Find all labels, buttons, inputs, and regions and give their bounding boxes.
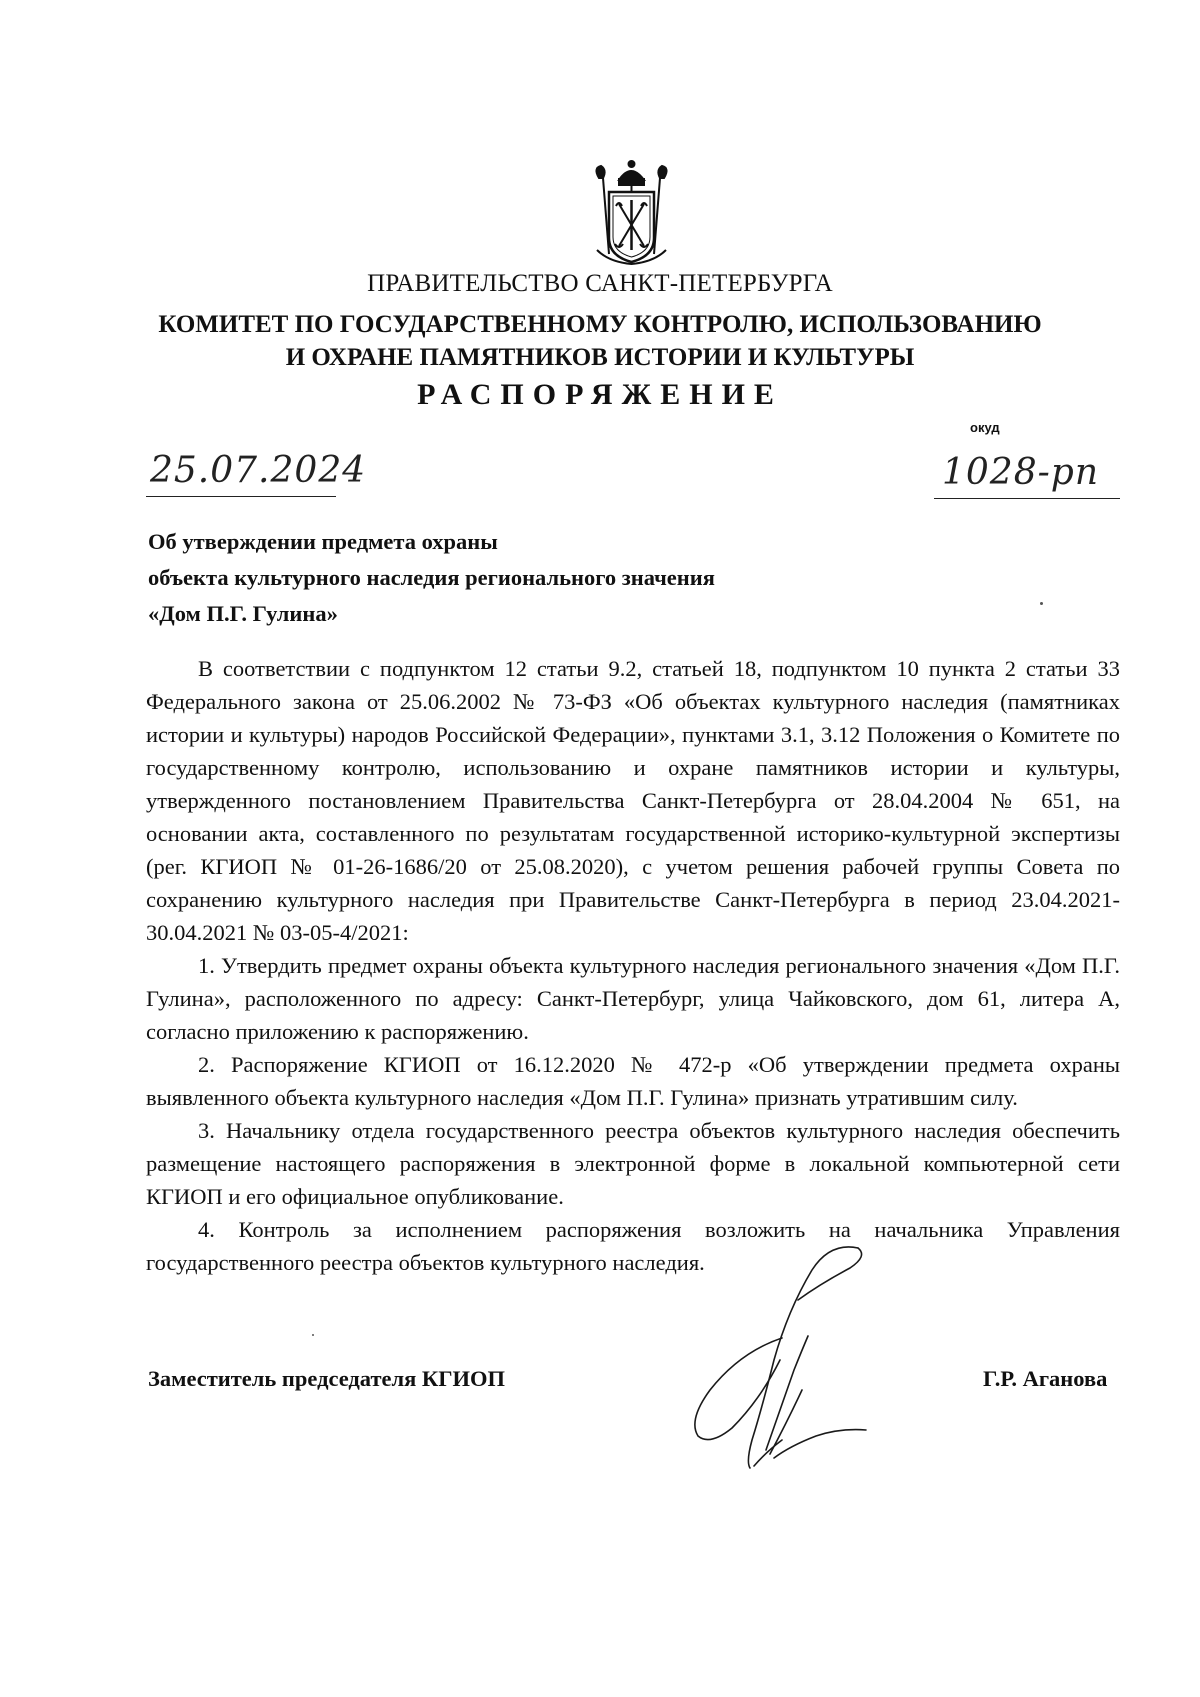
speck bbox=[1040, 602, 1043, 605]
speck bbox=[312, 1334, 314, 1336]
committee-name-line1: КОМИТЕТ ПО ГОСУДАРСТВЕННОМУ КОНТРОЛЮ, ИСПОЛЬЗОВАНИЮ bbox=[158, 311, 1042, 338]
committee-name-line2: И ОХРАНЕ ПАМЯТНИКОВ ИСТОРИИ И КУЛЬТУРЫ bbox=[285, 344, 915, 371]
subject-line1: Об утверждении предмета охраны bbox=[148, 529, 498, 554]
document-date: 25.07.2024 bbox=[150, 450, 367, 491]
committee-name bbox=[0, 308, 1200, 374]
handwritten-signature-icon bbox=[670, 1240, 910, 1475]
order-item-2: 2. Распоряжение КГИОП от 16.12.2020 № 472-р «Об утверждении предмета охраны выявленного объекта культурного наследия «Дом П.Г. Гулина» признать утратившим силу. bbox=[146, 1052, 1120, 1110]
document-subject bbox=[148, 524, 948, 632]
subject-line2: объекта культурного наследия регионального значения bbox=[148, 565, 715, 590]
signer-title: Заместитель председателя КГИОП bbox=[148, 1366, 506, 1391]
order-item-4: 4. Контроль за исполнением распоряжения возложить на начальника Управления государственного реестра объектов культурного наследия. bbox=[146, 1217, 1120, 1275]
preamble-paragraph: В соответствии с подпунктом 12 статьи 9.2, статьей 18, подпунктом 10 пункта 2 статьи 33 Федерального закона от 25.06.2002 № 73-ФЗ «Об объектах культурного наследия (памятниках истории и культуры) народов Российской Федерации», пунктами 3.1, 3.12 Положения о Комитете по государственному контролю, использованию и охране памятников истории и культуры, утвержденного постановлением Правительства Санкт-Петербурга от 28.04.2004 № 651, на основании акта, составленного по результатам государственной историко-культурной экспертизы (рег. КГИОП № 01-26-1686/20 от 25.08.2020), с учетом решения рабочей группы Совета по сохранению культурного наследия при Правительстве Санкт-Петербурга в период 23.04.2021-30.04.2021 № 03-05-4/2021: bbox=[146, 656, 1120, 945]
date-underline bbox=[146, 496, 336, 497]
subject-line3: «Дом П.Г. Гулина» bbox=[148, 601, 338, 626]
signer-name: Г.Р. Аганова bbox=[983, 1366, 1108, 1391]
government-name: ПРАВИТЕЛЬСТВО САНКТ-ПЕТЕРБУРГА bbox=[367, 270, 833, 297]
order-item-3: 3. Начальнику отдела государственного реестра объектов культурного наследия обеспечить размещение настоящего распоряжения в электронной форме в локальной компьютерной сети КГИОП и его официальное опубликование. bbox=[146, 1118, 1120, 1209]
saint-petersburg-coat-of-arms-icon bbox=[589, 158, 674, 268]
number-underline bbox=[934, 498, 1120, 499]
document-number: 1028-рп bbox=[942, 452, 1100, 493]
document-body bbox=[146, 652, 1120, 1279]
order-item-1: 1. Утвердить предмет охраны объекта культурного наследия регионального значения «Дом П.Г. Гулина», расположенного по адресу: Санкт-Петербург, улица Чайковского, дом 61, литера А, согласно приложению к распоряжению. bbox=[146, 953, 1120, 1044]
okud-label: окуд bbox=[970, 420, 1000, 435]
document-type-title: РАСПОРЯЖЕНИЕ bbox=[417, 378, 783, 411]
